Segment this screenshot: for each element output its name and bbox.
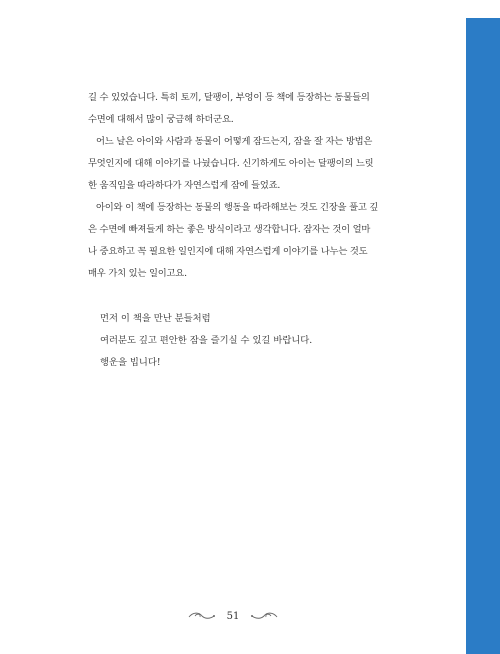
body-line: 한 움직임을 따라하다가 자연스럽게 잠에 들었죠. — [88, 180, 281, 191]
body-line: 무엇인지에 대해 이야기를 나눴습니다. 신기하게도 아이는 달팽이의 느릿 — [88, 158, 374, 169]
right-ornament-icon — [249, 611, 279, 621]
body-line: 길 수 있었습니다. 특히 토끼, 달팽이, 부엉이 등 책에 등장하는 동물들의 — [88, 92, 370, 103]
corner-mask — [466, 0, 500, 18]
page-number: 51 — [226, 610, 240, 622]
body-line: 나 중요하고 꼭 필요한 일인지에 대해 자연스럽게 이야기를 나누는 것도 — [88, 246, 368, 257]
left-ornament-icon — [187, 611, 217, 621]
body-line: 수면에 대해서 많이 궁금해 하더군요. — [88, 114, 234, 125]
body-text — [88, 87, 433, 285]
page-top-margin — [0, 0, 500, 18]
closing-line: 행운을 빕니다! — [100, 357, 161, 368]
body-line: 아이와 이 책에 등장하는 동물의 행동을 따라해보는 것도 긴장을 풀고 깊 — [96, 202, 379, 213]
closing-line: 여러분도 깊고 편안한 잠을 즐기실 수 있길 바랍니다. — [100, 335, 313, 346]
book-page — [0, 18, 466, 654]
blue-edge-bar — [466, 18, 500, 654]
closing-line: 먼저 이 책을 만난 분들처럼 — [100, 313, 211, 324]
page-footer — [0, 606, 466, 626]
body-line: 은 수면에 빠져들게 하는 좋은 방식이라고 생각합니다. 잠자는 것이 얼마 — [88, 224, 371, 235]
body-line: 매우 가치 있는 일이고요. — [88, 268, 187, 279]
closing-text — [100, 308, 430, 374]
body-line: 어느 날은 아이와 사람과 동물이 어떻게 잠드는지, 잠을 잘 자는 방법은 — [96, 136, 373, 147]
